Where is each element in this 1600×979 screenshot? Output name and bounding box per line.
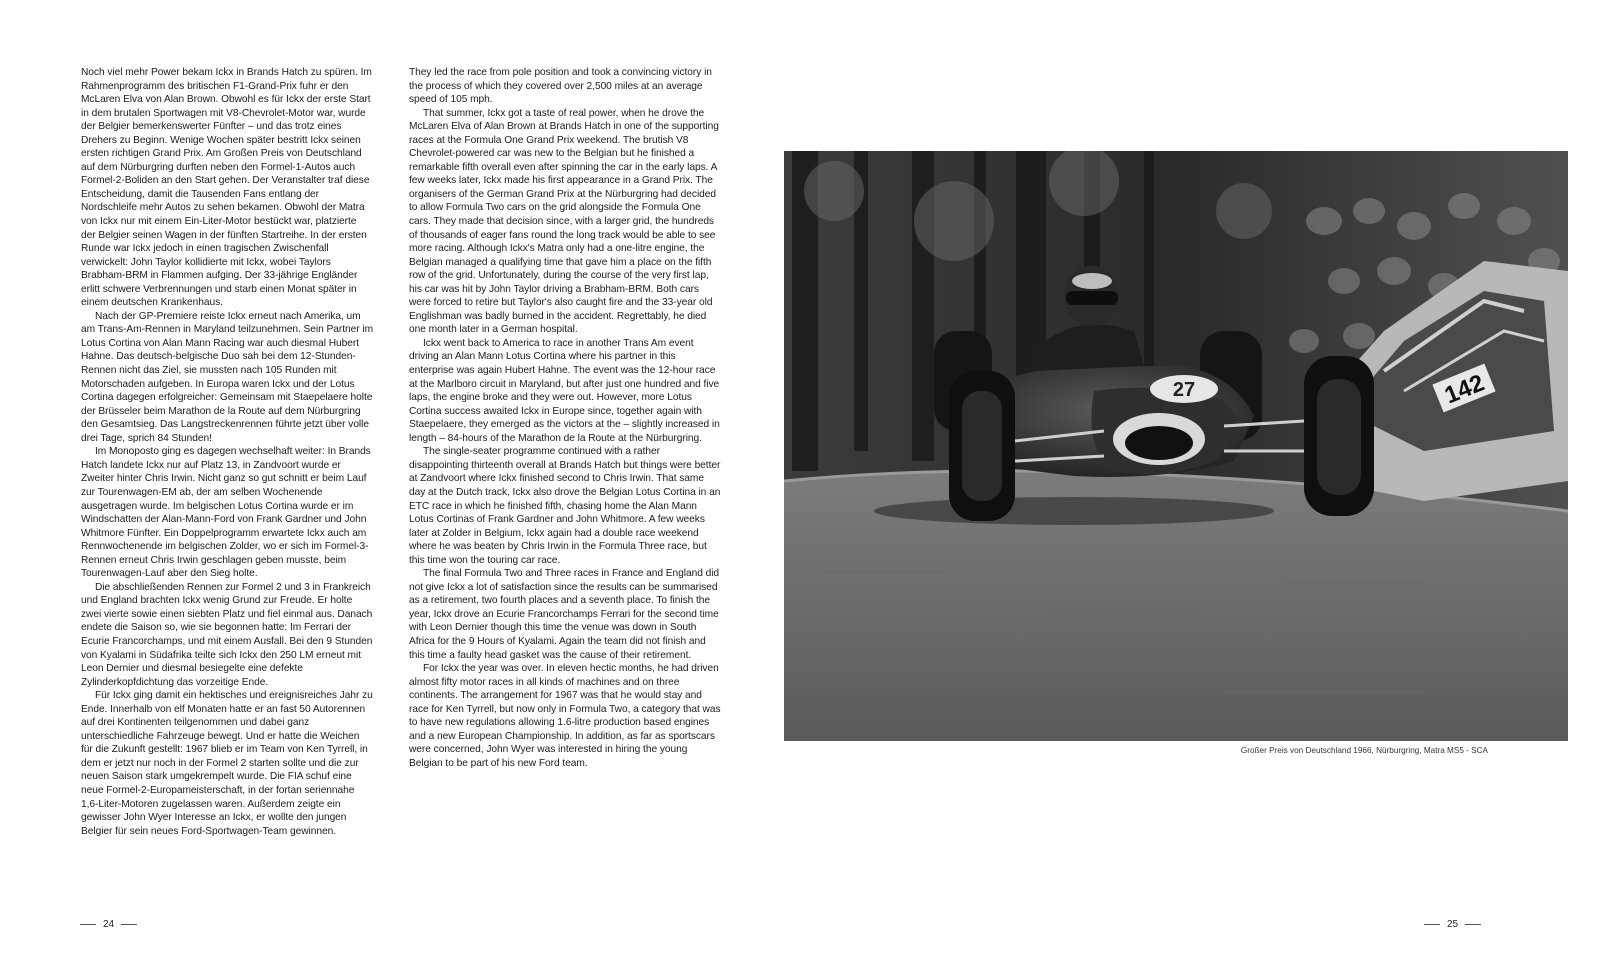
page-number-24: 24 — [103, 919, 115, 930]
page-number-left — [80, 919, 137, 930]
folio-dash — [1465, 924, 1481, 925]
car-number: 27 — [1172, 379, 1196, 401]
wreck-number: 142 — [1440, 369, 1489, 410]
german-text-column — [81, 66, 373, 838]
car-shadow — [874, 497, 1274, 525]
page-number-right — [1424, 919, 1481, 930]
folio-dash — [121, 924, 137, 925]
english-paragraph-3: Ickx went back to America to race in another Trans Am event driving an Alan Mann Lotus Cortina where his partner in this enterprise was again Hubert Hahne. The event was the 12-hour race at the Marlboro circuit in Maryland, but after just one hundred and five laps, the engine broke and they were out. However, more Lotus Cortina success awaited Ickx in Europe since, together again with Staepelaere, they emerged as the victors at the – slightly increased in length – 84-hours of the Marathon de la Route at the Nürburgring. — [409, 337, 720, 444]
german-paragraph-1: Noch viel mehr Power bekam Ickx in Brands Hatch zu spüren. Im Rahmenprogramm des britischen F1-Grand-Prix fuhr er den McLaren Elva von Alan Brown. Obwohl es für Ickx der erste Start in dem brutalen Sportwagen mit V8-Chevrolet-Motor war, wurde der Belgier bemerkenswerter Fünfter – und das trotz eines Drehers zu Beginn. Wenige Wochen später bestritt Ickx seinen ersten richtigen Grand Prix. Am Großen Preis von Deutschland auf dem Nürburgring durften neben den Formel-1-Autos auch Formel-2-Boliden an den Start gehen. Der Veranstalter traf diese Entscheidung, damit die Tausenden Fans entlang der Nordschleife mehr Autos zu sehen bekamen. Obwohl der Matra von Ickx nur mit einem Ein-Liter-Motor bestückt war, platzierte der Belgier seinen Wagen in der fünften Startreihe. In der ersten Runde war Ickx jedoch in einen tragischen Zwischenfall verwickelt: John Taylor kollidierte mit Ickx, wobei Taylors Brabham-BRM in Flammen aufging. Der 33-jährige Engländer erlitt schwere Verbrennungen und starb einen Monat später in einem deutschen Krankenhaus. — [81, 67, 372, 309]
english-paragraph-4: The single-seater programme continued with a rather disappointing thirteenth overall at Brands Hatch but things were better at Zandvoort where Ickx finished second to Chris Irwin. That same day at the Dutch track, Ickx also drove the Belgian Lotus Cortina in an ETC race in which he finished fifth, chasing home the Alan Mann Lotus Cortinas of Frank Gardner and John Whitmore. A few weeks later at Zolder in Belgium, Ickx again had a double race weekend where he was beaten by Chris Irwin in the Formula Three race, but this time won the touring car race. — [409, 446, 721, 566]
photo-caption: Großer Preis von Deutschland 1966, Nürburgring, Matra MS5 - SCA — [1240, 746, 1488, 755]
folio-dash — [80, 924, 96, 925]
german-paragraph-4: Die abschließenden Rennen zur Formel 2 und 3 in Frankreich und England brachten Ickx wenig Grund zur Freude. Er holte zwei vierte sowie einen siebten Platz und fiel einmal aus. Danach endete die Saison so, wie sie begonnen hatte: Im Ferrari der Ecurie Francorchamps, und mit einem Ausfall. Bei den 9 Stunden von Kyalami in Südafrika teilte sich Ickx den 250 LM erneut mit Leon Dernier und diesmal besiegelte eine defekte Zylinderkopfdichtung das vorzeitige Ende. — [81, 581, 373, 688]
english-text-column — [409, 66, 721, 770]
english-paragraph-6: For Ickx the year was over. In eleven hectic months, he had driven almost fifty motor races in all kinds of machines and on three continents. The arrangement for 1967 was that he would stay and race for Ken Tyrrell, but now only in Formula Two, a category that was to have new regulations allowing 1.6-litre production based engines and a new European Championship. In addition, as far as sportscars were concerned, John Wyer was interested in hiring the young Belgian to be part of his new Ford team. — [409, 663, 721, 769]
german-paragraph-2: Nach der GP-Premiere reiste Ickx erneut nach Amerika, um am Trans-Am-Rennen in Maryland teilzunehmen. Sein Partner im Lotus Cortina von Alan Mann Racing war auch diesmal Hubert Hahne. Das deutsch-belgische Duo sah bei dem 12-Stunden-Rennen nicht das Ziel, sie mussten nach 105 Runden mit Motorschaden aufgeben. In Europa waren Ickx und der Lotus Cortina dagegen erfolgreicher: Gemeinsam mit Staepelaere holte der Brüsseler beim Marathon de la Route auf dem Nürburgring den Gesamtsieg. Das Langstreckenrennen führte jetzt über volle drei Tage, sprich 84 Stunden! — [81, 310, 373, 444]
german-paragraph-5: Für Ickx ging damit ein hektisches und ereignisreiches Jahr zu Ende. Innerhalb von elf Monaten hatte er an fast 50 Autorennen auf drei Kontinenten teilgenommen und dabei ganz unterschiedliche Fahrzeuge bewegt. Und er hatte die Weichen für die Zukunft gestellt: 1967 blieb er im Team von Ken Tyrrell, in dem er jetzt nur noch in der Formel 2 starten sollte und die zur neuen Saison stark umgekrempelt wurde. Die FIA schuf eine neue Formel-2-Europameisterschaft, in der fortan seriennahe 1,6-Liter-Motoren zugelassen waren. Außerdem zeigte ein gewisser John Wyer Interesse an Ickx, er wollte den jungen Belgier für sein neues Ford-Sportwagen-Team gewinnen. — [81, 690, 373, 837]
folio-dash — [1424, 924, 1440, 925]
race-photo — [784, 151, 1568, 741]
german-paragraph-3: Im Monoposto ging es dagegen wechselhaft weiter: In Brands Hatch landete Ickx nur auf Platz 13, in Zandvoort wurde er Zweiter hinter Chris Irwin. Nicht ganz so gut schnitt er beim Lauf zur Tourenwagen-EM ab, der am selben Wochenende ausgetragen wurde. Im belgischen Lotus Cortina wurde er im Windschatten der Alan-Mann-Ford von Frank Gardner und John Whitmore Fünfter. Ein Doppelprogramm erwartete Ickx auch am Rennwochenende im belgischen Zolder, wo er sich im Formel-3-Rennen erneut Chris Irwin geschlagen geben musste, beim Tourenwagen-Lauf aber den Sieg holte. — [81, 446, 371, 580]
page-number-25: 25 — [1447, 919, 1459, 930]
english-paragraph-1: They led the race from pole position and took a convincing victory in the process of which they covered over 2,500 miles at an average speed of 105 mph. — [409, 67, 712, 106]
english-paragraph-2: That summer, Ickx got a taste of real power, when he drove the McLaren Elva of Alan Brown at Brands Hatch in one of the supporting races at the Formula One Grand Prix weekend. The brutish V8 Chevrolet-powered car was new to the Belgian but he finished a remarkable fifth overall even after spinning the car in the early laps. A few weeks later, Ickx made his first appearance in a Grand Prix. The organisers of the German Grand Prix at the Nürburgring had decided to allow Formula Two cars on the grid alongside the Formula One cars. They made that decision since, with a larger grid, the hundreds of thousands of eager fans round the long track would be able to see more racing. Although Ickx's Matra only had a one-litre engine, the Belgian managed a qualifying time that gave him a place on the fifth row of the grid. Unfortunately, during the course of the very first lap, his car was hit by John Taylor driving a Brabham-BRM. Both cars were forced to retire but Taylor's also caught fire and the 33-year old Englishman was badly burned in the accident. Regrettably, he died one month later in a German hospital. — [409, 107, 719, 336]
english-paragraph-5: The final Formula Two and Three races in France and England did not give Ickx a lot of satisfaction since the results can be summarised as a retirement, two fourth places and a seventh place. To finish the year, Ickx drove an Ecurie Francorchamps Ferrari for the second time with Leon Dernier though this time the venue was down in South Africa for the 9 Hours of Kyalami. Again the team did not finish and this time a faulty head gasket was the cause of their retirement. — [409, 568, 720, 661]
